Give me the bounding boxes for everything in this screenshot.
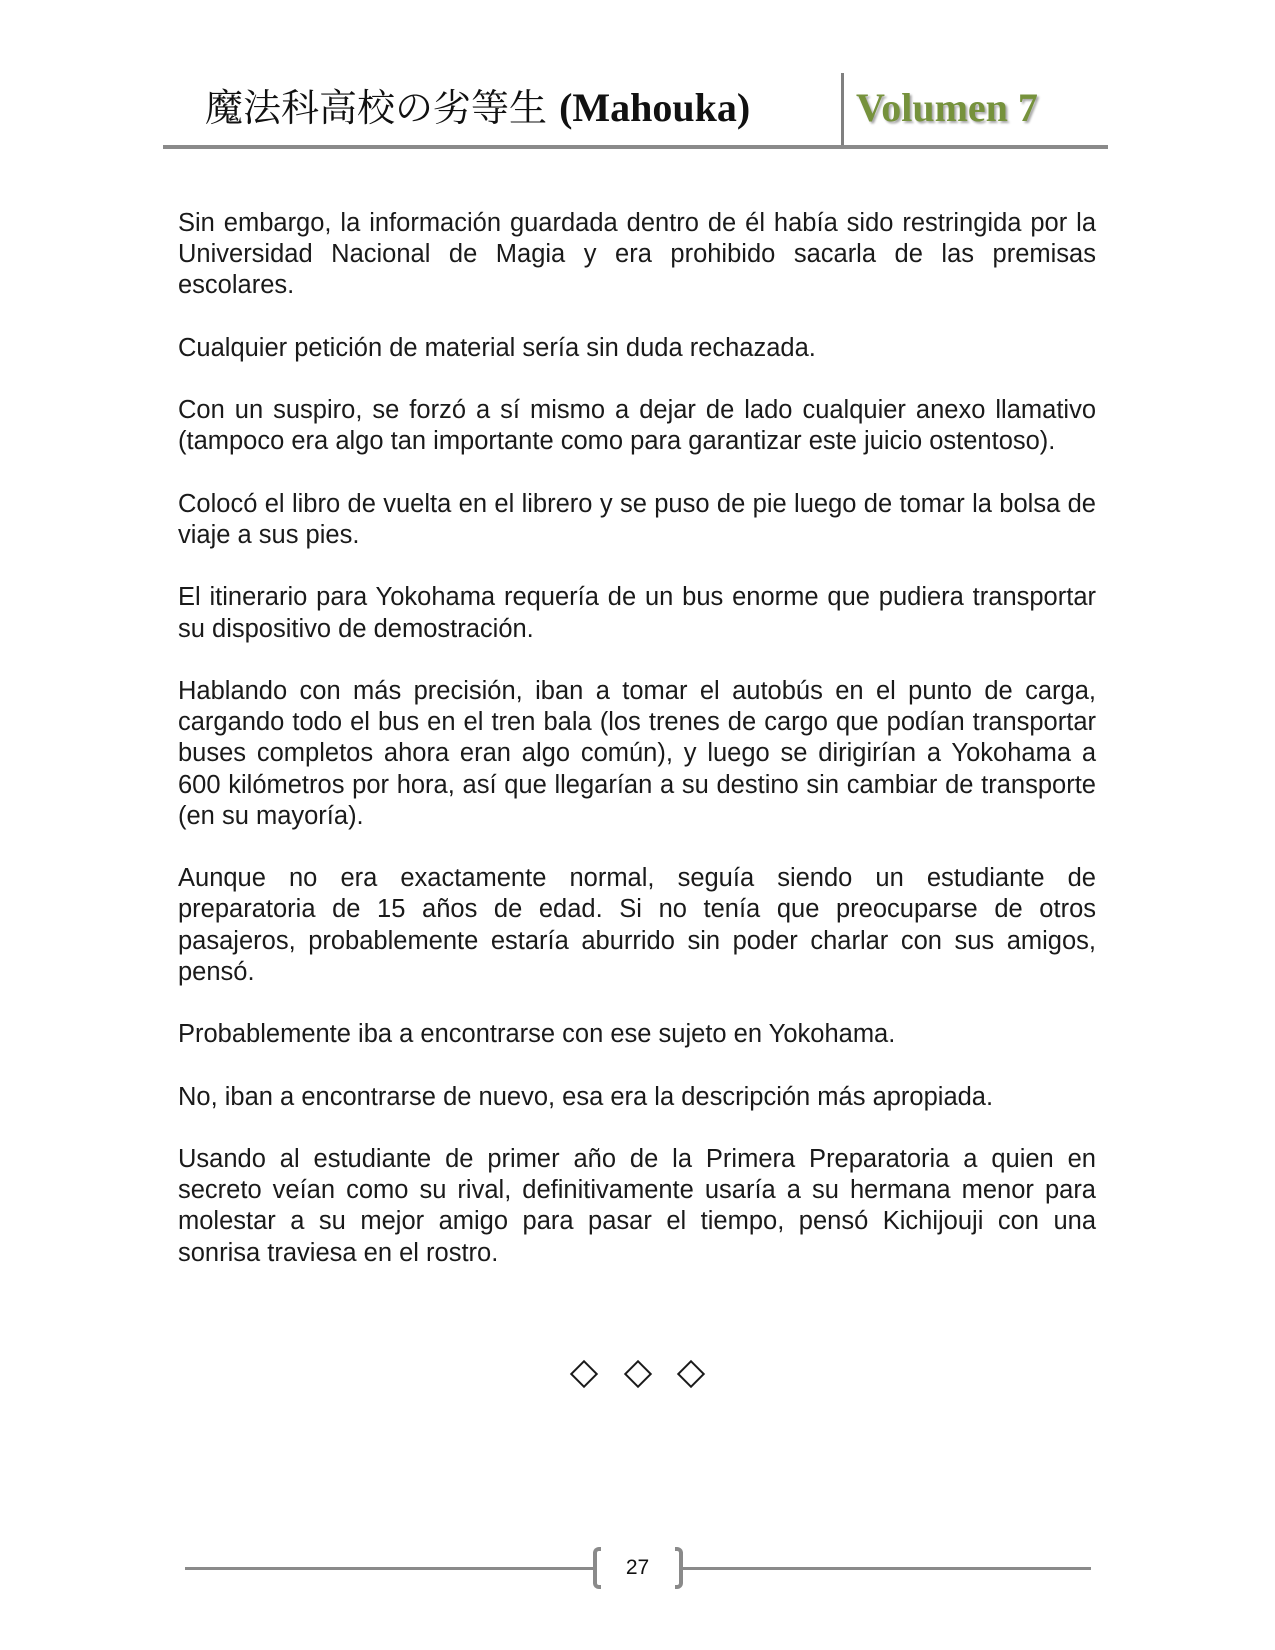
paragraph: Probablemente iba a encontrarse con ese sujeto en Yokohama. xyxy=(178,1020,896,1049)
footer-rule-right xyxy=(683,1567,1091,1570)
diamond-outline-icon xyxy=(570,1360,598,1388)
series-title-romaji: (Mahouka) xyxy=(559,85,751,130)
header-rule xyxy=(163,145,1108,149)
right-bracket-icon xyxy=(675,1547,683,1589)
page-number: 27 xyxy=(625,1556,650,1579)
paragraph: Aunque no era exactamente normal, seguía siendo un estudiante de preparatoria de 15 años de edad. Si no tenía que preocuparse de otros pasajeros, probablemente estaría aburrido sin poder charlar con sus amigos, pensó. xyxy=(178,864,1096,986)
series-title-japanese: 魔法科高校の劣等生 xyxy=(205,86,548,130)
paragraph: Usando al estudiante de primer año de la Primera Preparatoria a quien en secreto veían como su rival, definitivamente usaría a su hermana menor para molestar a su mejor amigo para pasar el tiempo, pensó Kichijouji con una sonrisa traviesa en el rostro. xyxy=(178,1144,1096,1267)
footer-rule-left xyxy=(185,1567,593,1570)
paragraph: Colocó el libro de vuelta en el librero y se puso de pie luego de tomar la bolsa de viaje a sus pies. xyxy=(178,489,1096,549)
paragraph: El itinerario para Yokohama requería de un bus enorme que pudiera transportar su dispositivo de demostración. xyxy=(178,583,1096,643)
paragraph: Con un suspiro, se forzó a sí mismo a dejar de lado cualquier anexo llamativo (tampoco era algo tan importante como para garantizar este juicio ostentoso). xyxy=(178,396,1096,456)
paragraph: Sin embargo, la información guardada dentro de él había sido restringida por la Universidad Nacional de Magia y era prohibido sacarla de las premisas escolares. xyxy=(178,209,1096,300)
diamond-outline-icon xyxy=(677,1360,705,1388)
series-title xyxy=(205,82,750,134)
paragraph: Hablando con más precisión, iban a tomar el autobús en el punto de carga, cargando todo el bus en el tren bala (los trenes de cargo que podían transportar buses completos ahora eran algo común), y luego se dirigirían a Yokohama a 600 kilómetros por hora, así que llegarían a su destino sin cambiar de transporte (en su mayoría). xyxy=(178,676,1096,830)
body-text xyxy=(178,208,1096,1300)
header-divider xyxy=(841,73,844,149)
paragraph: Cualquier petición de material sería sin duda rechazada. xyxy=(178,333,816,362)
volume-label: Volumen 7 xyxy=(856,85,1038,130)
diamond-outline-icon xyxy=(623,1360,651,1388)
paragraph: No, iban a encontrarse de nuevo, esa era la descripción más apropiada. xyxy=(178,1082,994,1111)
scene-break xyxy=(0,1362,1275,1390)
